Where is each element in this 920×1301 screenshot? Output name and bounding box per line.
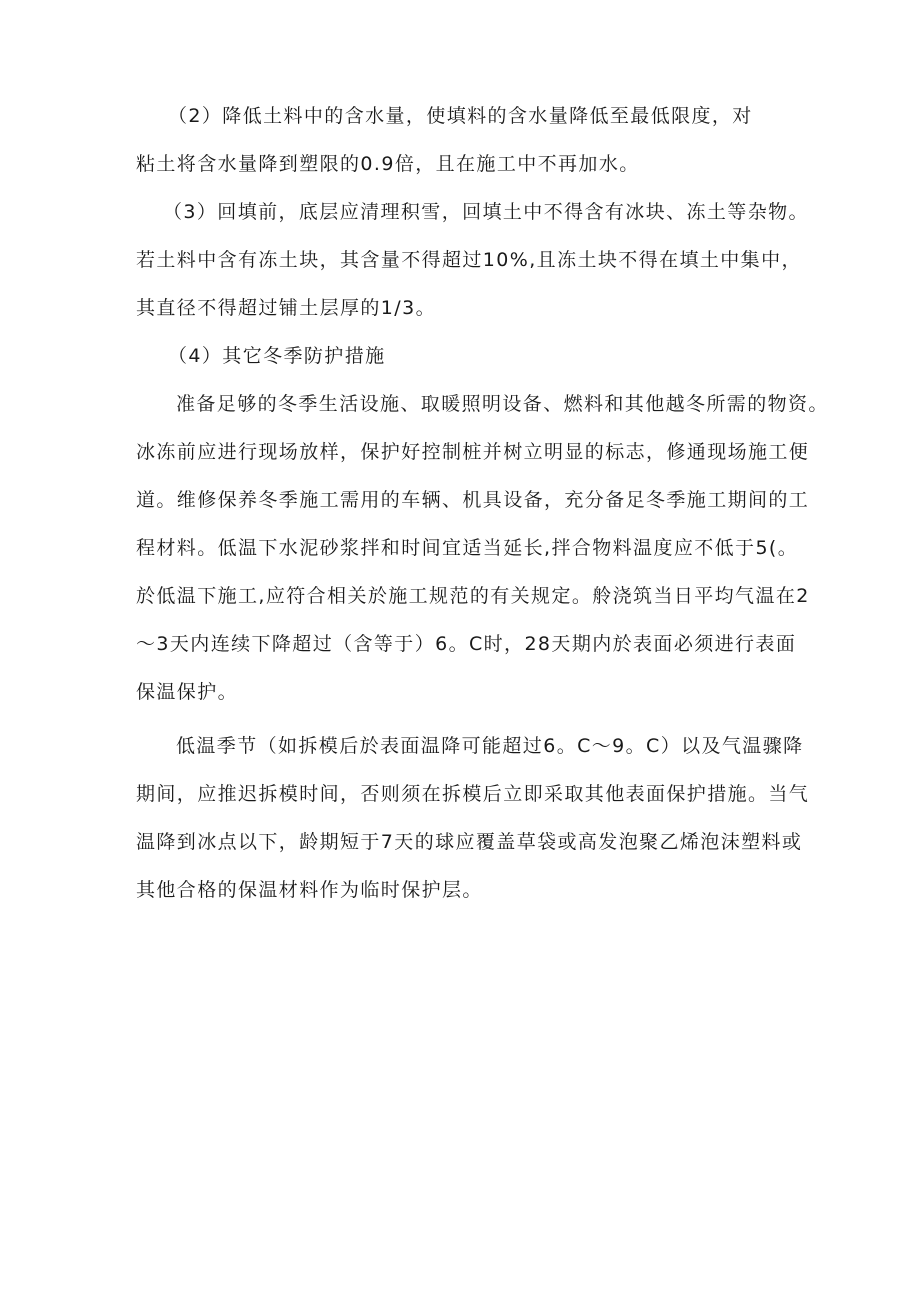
section-heading: （4）其它冬季防护措施: [168, 345, 386, 367]
text-line: 准备足够的冬季生活设施、取暖照明设备、燃料和其他越冬所需的物资。: [176, 393, 829, 415]
text-line: 温降到冰点以下，龄期短于7天的球应覆盖草袋或高发泡聚乙烯泡沫塑料或: [136, 831, 803, 853]
text-line: （2）降低土料中的含水量，使填料的含水量降低至最低限度，对: [168, 105, 753, 127]
text-line: ～3天内连续下降超过（含等于）6。C时，28天期内於表面必须进行表面: [136, 633, 797, 655]
text-line: 程材料。低温下水泥砂浆拌和时间宜适当延长,拌合物料温度应不低于5(。: [136, 537, 799, 559]
text-line: 粘土将含水量降到塑限的0.9倍，且在施工中不再加水。: [136, 153, 640, 175]
text-line: 其直径不得超过铺土层厚的1/3。: [136, 297, 436, 319]
text-line: 於低温下施工,应符合相关於施工规范的有关规定。舲浇筑当日平均气温在2: [136, 585, 810, 607]
text-line: 保温保护。: [136, 681, 239, 703]
text-line: 冰冻前应进行现场放样，保护好控制桩并树立明显的标志，修通现场施工便: [136, 441, 810, 463]
text-line: 期间，应推迟拆模时间，否则须在拆模后立即采取其他表面保护措施。当气: [136, 783, 810, 805]
text-line: 低温季节（如拆模后於表面温降可能超过6。C～9。C）以及气温骤降: [176, 735, 804, 757]
text-line: 道。维修保养冬季施工需用的车辆、机具设备，充分备足冬季施工期间的工: [136, 489, 810, 511]
text-line: 其他合格的保温材料作为临时保护层。: [136, 879, 483, 901]
text-line: 若土料中含有冻土块，其含量不得超过10%,且冻土块不得在填土中集中，: [136, 249, 802, 271]
text-line: （3）回填前，底层应清理积雪，回填土中不得含有冰块、冻土等杂物。: [163, 201, 809, 223]
